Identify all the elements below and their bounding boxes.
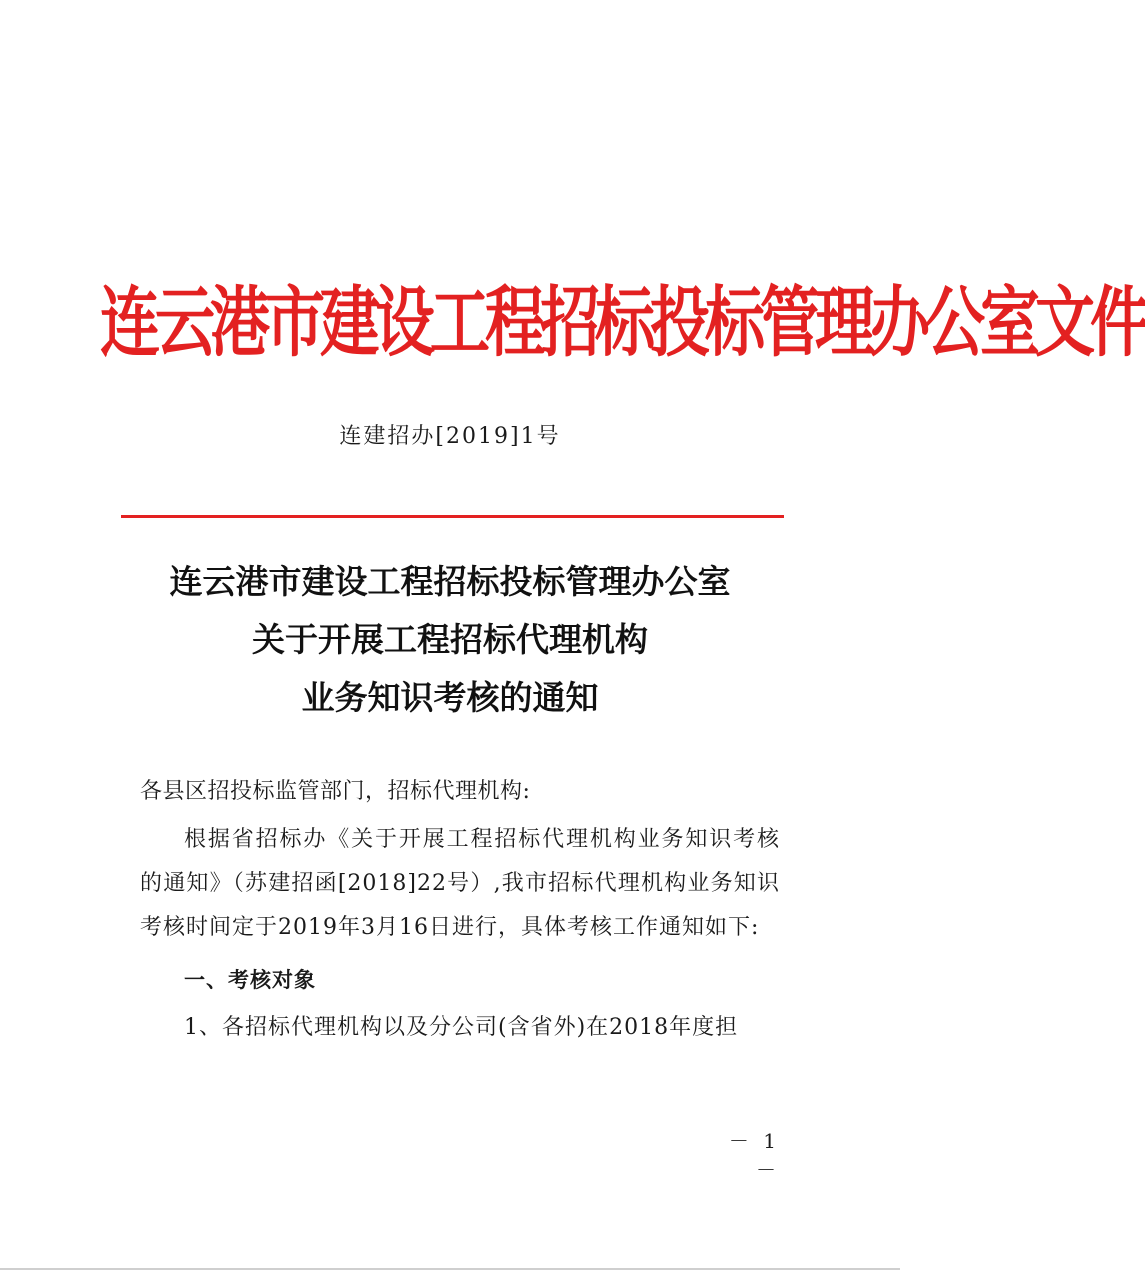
salutation: 各县区招投标监管部门，招标代理机构: bbox=[140, 779, 531, 804]
document-number: 连建招办[2019]1号 bbox=[339, 424, 561, 449]
scan-bottom-edge bbox=[0, 1268, 900, 1270]
notice-title-line-1: 连云港市建设工程招标投标管理办公室 bbox=[169, 562, 731, 601]
masthead-title: 连云港市建设工程招标投标管理办公室文件 bbox=[100, 278, 1145, 369]
notice-title-line-3: 业务知识考核的通知 bbox=[301, 678, 599, 717]
section-heading-assessment-targets: 一、考核对象 bbox=[184, 968, 316, 992]
paragraph-intro: 根据省招标办《关于开展工程招标代理机构业务知识考核的通知》（苏建招函[2018]22号）,我市招标代理机构业务知识考核时间定于2019年3月16日进行，具体考核工作通知如下: bbox=[140, 827, 780, 940]
notice-title bbox=[100, 553, 800, 727]
red-divider-line bbox=[121, 515, 784, 518]
list-item-1: 1、各招标代理机构以及分公司(含省外)在2018年度担 bbox=[184, 1015, 739, 1040]
page-number: － 1 － bbox=[728, 1129, 780, 1182]
notice-body bbox=[140, 770, 780, 1050]
notice-title-line-2: 关于开展工程招标代理机构 bbox=[252, 620, 648, 659]
